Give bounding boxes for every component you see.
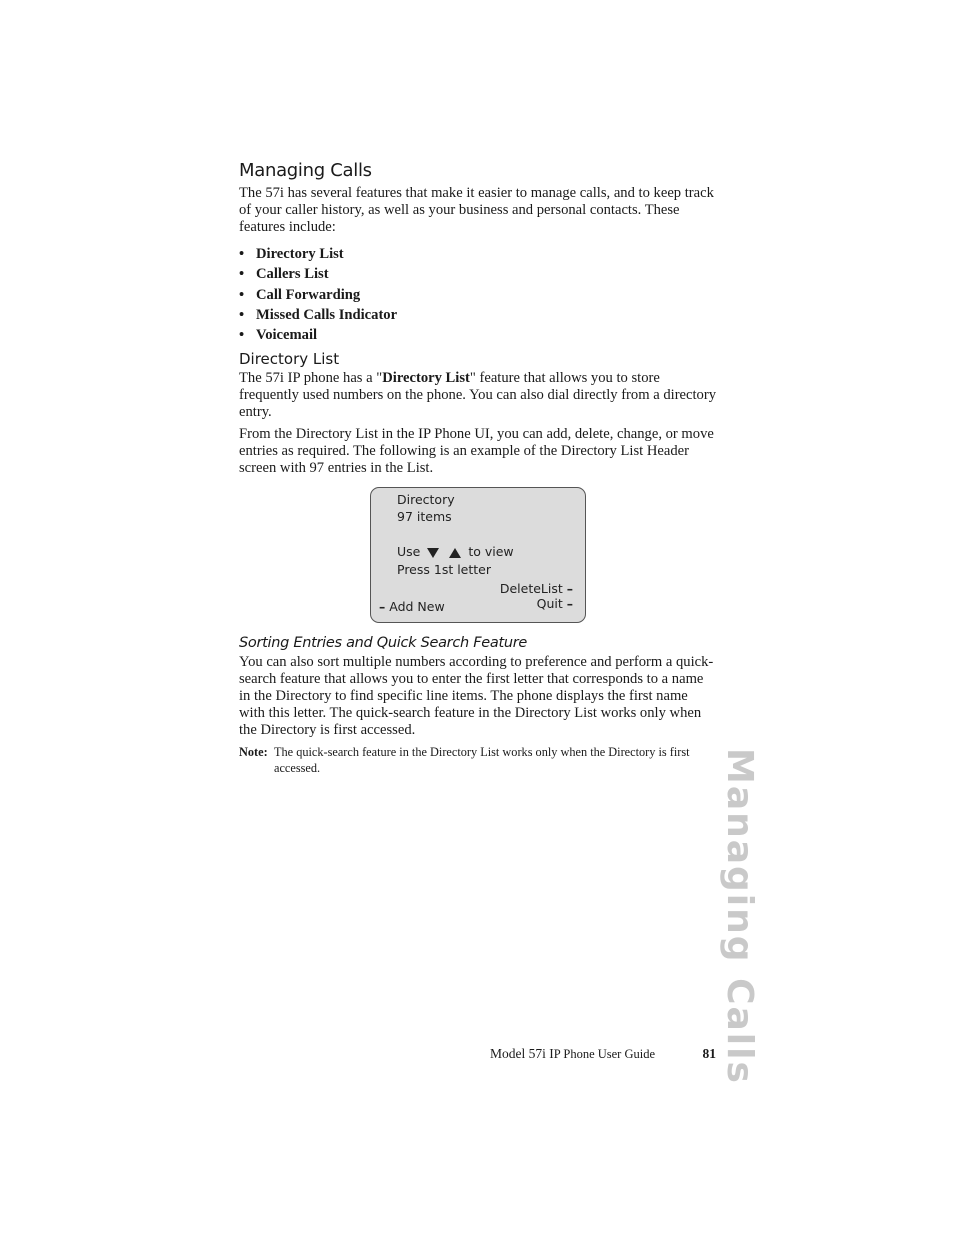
directory-list-heading: Directory List: [239, 350, 340, 369]
bullet-icon: •: [239, 306, 245, 323]
screen-use-line: Use to view: [397, 544, 514, 560]
sorting-paragraph: You can also sort multiple numbers according to preference and perform a quick-search feature that allows you to enter the first letter that corresponds to a name in the Directory to find specific line items. The phone displays the first name with this letter. The quick-search feature in the Directory List works only when the Directory is first accessed.: [239, 654, 714, 739]
arrow-up-icon: [449, 548, 461, 558]
list-item: • Callers List: [239, 264, 717, 284]
note-label: Note:: [239, 745, 268, 760]
list-item: • Missed Calls Indicator: [239, 305, 717, 325]
screen-title: Directory: [397, 492, 455, 508]
softkey-quit[interactable]: Quit –: [536, 596, 573, 612]
sorting-heading: Sorting Entries and Quick Search Feature: [239, 635, 528, 652]
bullet-icon: •: [239, 266, 245, 283]
list-item: • Directory List: [239, 244, 717, 264]
page-content: [239, 160, 717, 776]
footer-guide-title: Model 57i IP Phone User Guide: [490, 1046, 656, 1061]
softkey-dash-icon: –: [379, 599, 386, 615]
bullet-icon: •: [239, 246, 245, 262]
section-title: Managing Calls: [239, 160, 372, 181]
phone-display-screen: [370, 487, 586, 623]
softkey-add-new[interactable]: – Add New: [379, 599, 445, 615]
side-chapter-title: Managing Calls: [719, 748, 760, 1085]
screen-press-letter: Press 1st letter: [397, 562, 492, 578]
features-list: [239, 244, 717, 345]
softkey-dash-icon: –: [566, 581, 573, 597]
note: [239, 744, 717, 776]
directory-paragraph-2: From the Directory List in the IP Phone UI, you can add, delete, change, or move entries as required. The following is an example of the Directory List Header screen with 97 entries in the List.: [239, 426, 714, 477]
list-item: • Call Forwarding: [239, 285, 717, 305]
bullet-icon: •: [239, 286, 245, 303]
directory-paragraph-1: The 57i IP phone has a "Directory List" feature that allows you to store frequently used numbers on the phone. You can also dial directly from a directory entry.: [239, 370, 717, 421]
list-item: • Voicemail: [239, 325, 717, 345]
note-text: The quick-search feature in the Directory List works only when the Directory is first accessed.: [274, 745, 690, 776]
page-number: 81: [702, 1046, 716, 1061]
arrow-down-icon: [427, 548, 439, 558]
softkey-deletelist[interactable]: DeleteList –: [499, 581, 573, 597]
screen-item-count: 97 items: [397, 509, 452, 525]
intro-paragraph: The 57i has several features that make it easier to manage calls, and to keep track of your caller history, as well as your business and personal contacts. These features include:: [239, 185, 714, 235]
softkey-dash-icon: –: [566, 596, 573, 612]
bullet-icon: •: [239, 327, 245, 344]
